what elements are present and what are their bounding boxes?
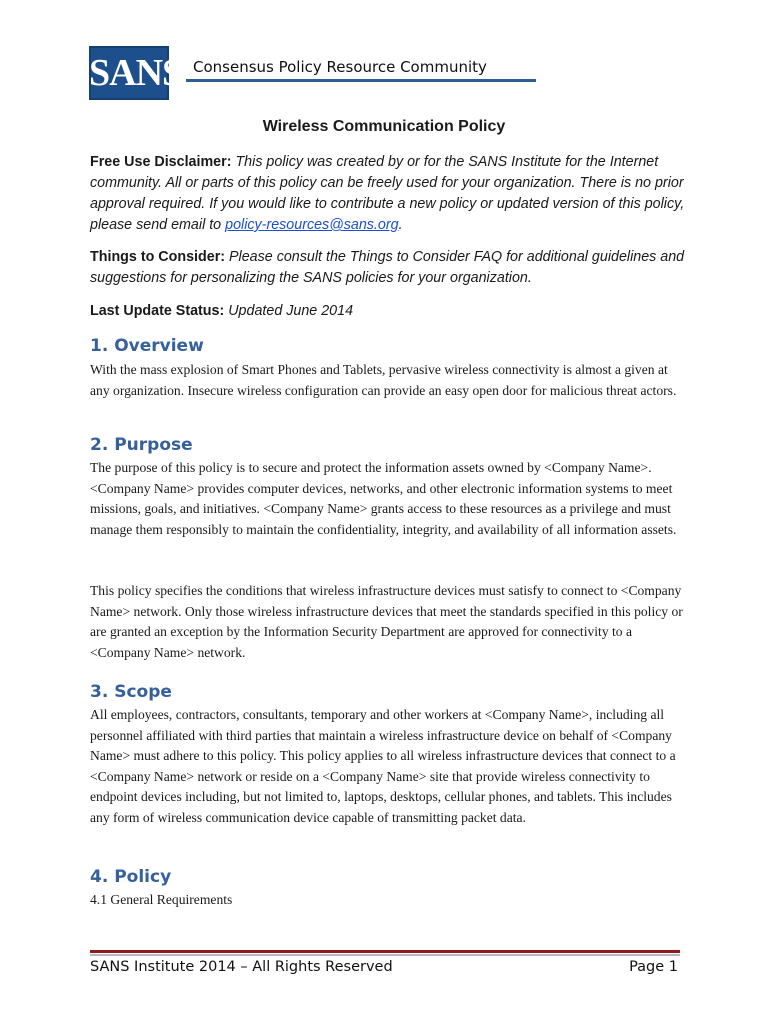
heading-scope: 3. Scope <box>90 682 172 702</box>
purpose-body-2 <box>90 581 690 663</box>
purpose-body <box>90 458 690 540</box>
last-update-status <box>90 301 690 322</box>
footer-page-number: Page 1 <box>629 959 678 975</box>
overview-paragraph: With the mass explosion of Smart Phones and Tablets, pervasive wireless connectivity is almost a given at any organization. Insecure wireless configuration can provide an easy open door for malicious threat actors. <box>90 362 677 398</box>
last-update-text: Updated June 2014 <box>228 303 354 319</box>
document-title: Wireless Communication Policy <box>262 118 506 135</box>
footer-rule-gray <box>90 954 680 956</box>
consider-text: Please consult the Things to Consider FAQ for additional guidelines and suggestions for personalizing the SANS policies for your organization. <box>90 249 685 286</box>
policy-subheading: 4.1 General Requirements <box>90 892 233 907</box>
purpose-paragraph-2: This policy specifies the conditions that wireless infrastructure devices must satisfy to connect to <Company Name> network. Only those wireless infrastructure devices that meet the standards specified in this policy or are granted an exception by the Information Security Department are approved for connectivity to a <Company Name> network. <box>90 583 683 660</box>
email-link[interactable]: policy-resources@sans.org <box>225 217 399 233</box>
consider-label: Things to Consider: <box>90 249 226 265</box>
header-title: Consensus Policy Resource Community <box>193 58 487 76</box>
heading-policy: 4. Policy <box>90 867 172 887</box>
scope-paragraph: All employees, contractors, consultants, temporary and other workers at <Company Name>, including all personnel affiliated with third parties that maintain a wireless infrastructure device on behalf of <Company Name> must adhere to this policy. This policy applies to all wireless infrastructure devices that connect to a <Company Name> network or reside on a <Company Name> site that provide wireless connectivity to endpoint devices including, but not limited to, laptops, desktops, cellular phones, and tablets. This includes any form of wireless communication device capable of transmitting packet data. <box>90 707 676 825</box>
scope-body <box>90 705 690 829</box>
sans-logo: SANS <box>89 46 169 100</box>
policy-body <box>90 890 690 911</box>
things-to-consider <box>90 247 690 289</box>
disclaimer-text: This policy was created by or for the SANS Institute for the Internet community. All or parts of this policy can be freely used for your organization. There is no prior approval required. If you would like to contribute a new policy or updated version of this policy, please send email to <box>90 154 685 233</box>
disclaimer-end: . <box>398 217 403 233</box>
header-rule <box>186 79 536 82</box>
purpose-paragraph-1: The purpose of this policy is to secure and protect the information assets owned by <Company Name>. <Company Name> provides computer devices, networks, and other electronic information systems to meet missions, goals, and initiatives. <Company Name> grants access to these resources as a privilege and must manage them responsibly to maintain the confidentiality, integrity, and availability of all information assets. <box>90 460 677 537</box>
overview-body <box>90 360 690 401</box>
last-update-label: Last Update Status: <box>90 303 225 319</box>
heading-purpose: 2. Purpose <box>90 435 193 455</box>
heading-overview: 1. Overview <box>90 336 204 356</box>
free-use-disclaimer <box>90 152 690 236</box>
footer-copyright: SANS Institute 2014 – All Rights Reserved <box>90 959 393 975</box>
disclaimer-label: Free Use Disclaimer: <box>90 154 232 170</box>
footer-rule-red <box>90 950 680 953</box>
